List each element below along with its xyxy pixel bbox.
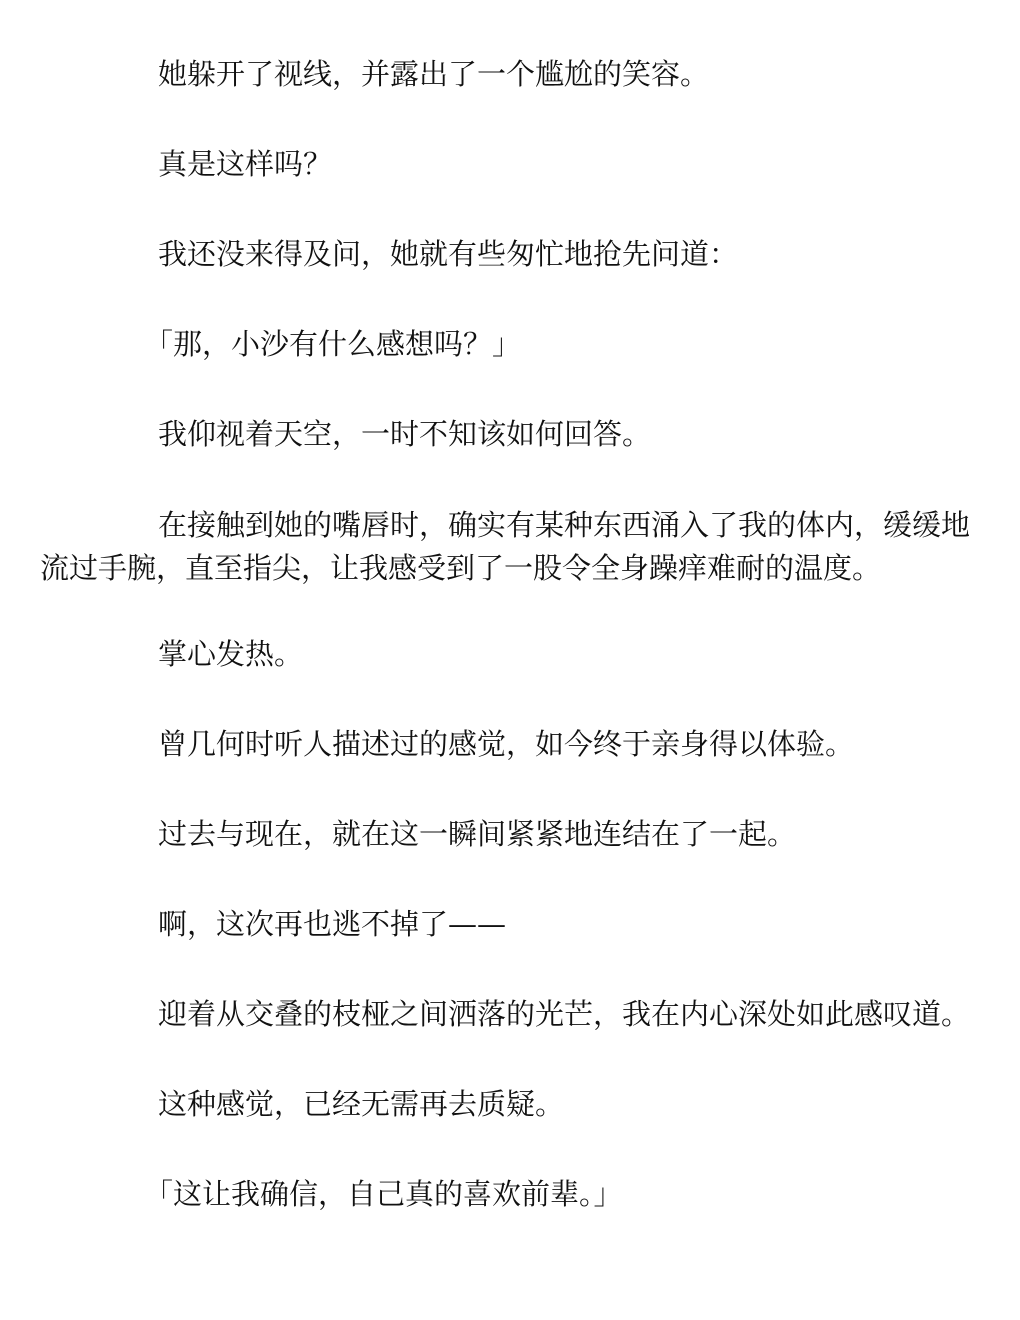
- paragraph-9: 过去与现在，就在这一瞬间紧紧地连结在了一起。: [158, 817, 797, 851]
- paragraph-6: 在接触到她的嘴唇时，确实有某种东西涌入了我的体内，缓缓地流过手腕，直至指尖，让我感受到了一股令全身躁痒难耐的温度。: [40, 508, 971, 585]
- paragraph-7: 掌心发热。: [158, 637, 304, 671]
- paragraph-4-dialogue: 「那，小沙有什么感想吗？」: [144, 327, 522, 361]
- paragraph-2: 真是这样吗？: [158, 147, 333, 181]
- paragraph-1: 她躲开了视线，并露出了一个尴尬的笑容。: [158, 57, 710, 91]
- paragraph-12: 这种感觉，已经无需再去质疑。: [158, 1087, 565, 1121]
- paragraph-3: 我还没来得及问，她就有些匆忙地抢先问道：: [158, 237, 739, 271]
- paragraph-8: 曾几何时听人描述过的感觉，如今终于亲身得以体验。: [158, 727, 855, 761]
- paragraph-13-dialogue: 「这让我确信，自己真的喜欢前辈。」: [144, 1177, 623, 1211]
- paragraph-5: 我仰视着天空，一时不知该如何回答。: [158, 417, 652, 451]
- paragraph-10: 啊，这次再也逃不掉了——: [158, 907, 507, 941]
- paragraph-11: 迎着从交叠的枝桠之间洒落的光芒，我在内心深处如此感叹道。: [158, 997, 971, 1031]
